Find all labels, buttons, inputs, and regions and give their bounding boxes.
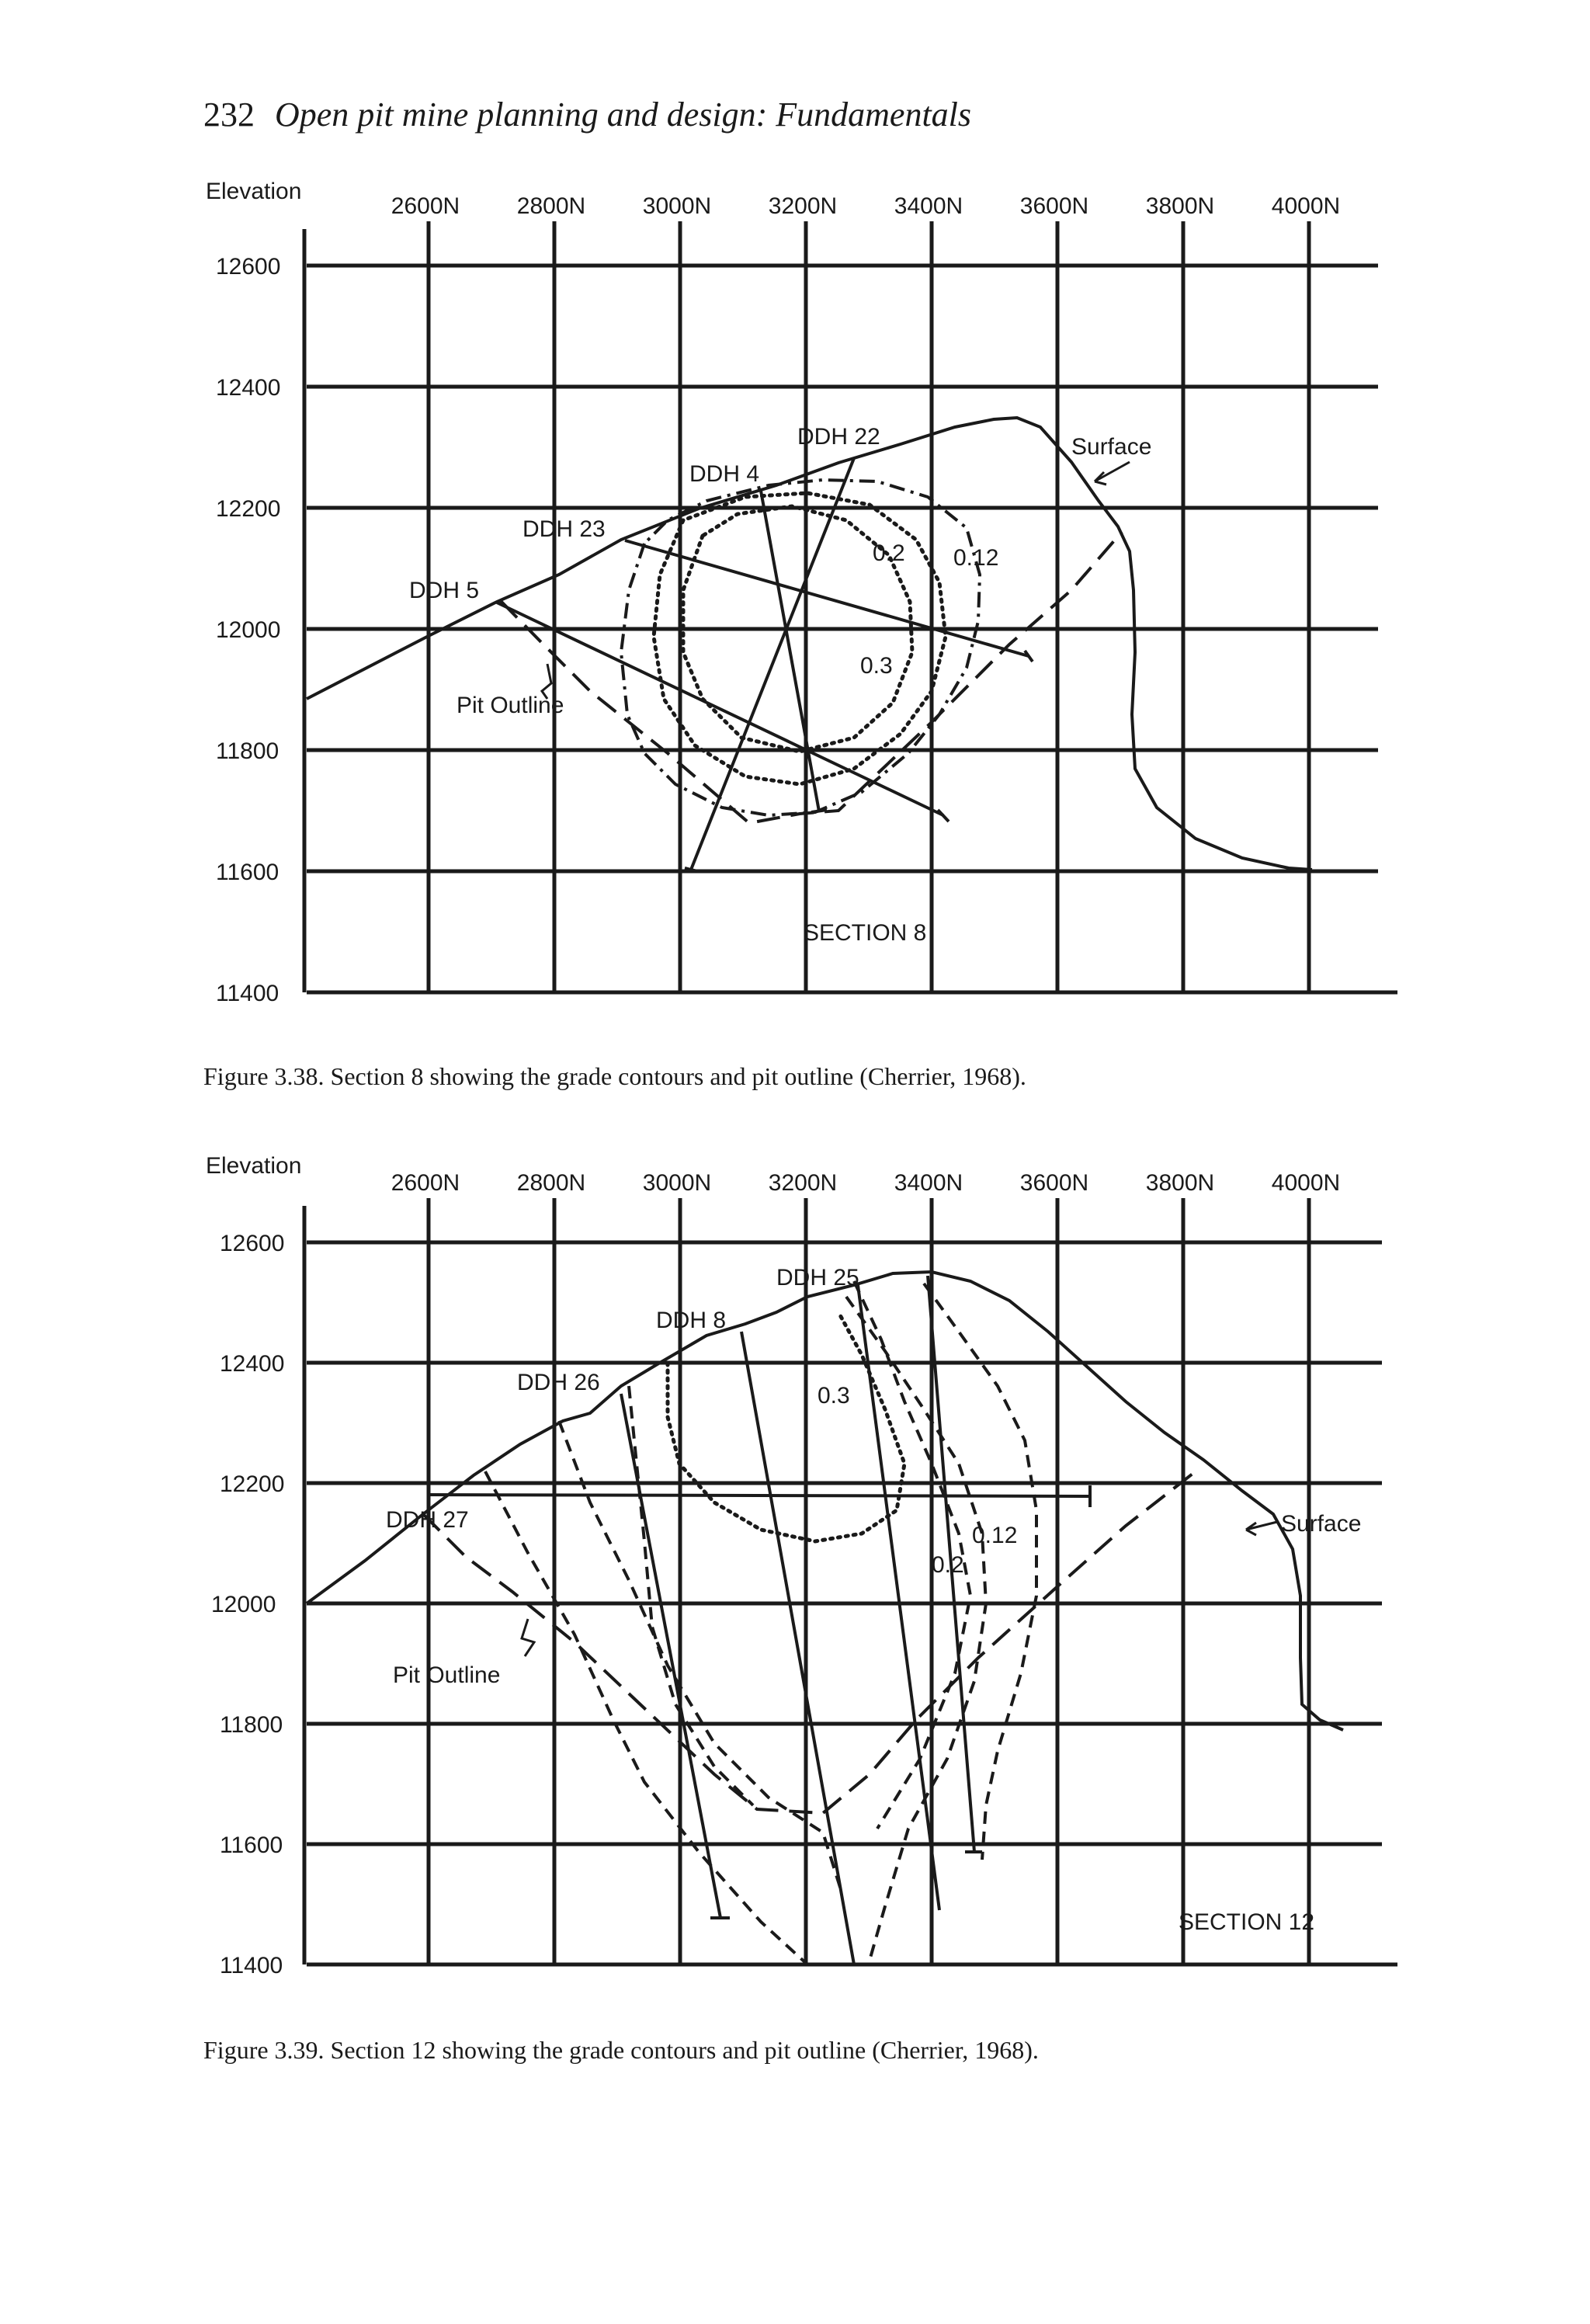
ddh-27-label: DDH 27 [386,1507,469,1533]
elevation-label: 11400 [220,1953,283,1978]
page-number: 232 [203,96,255,134]
ddh-5-label: DDH 5 [409,578,480,603]
contour-0.12-label: 0.12 [953,545,999,571]
diagram-labels [386,1265,1361,1935]
elevation-label: 11400 [216,981,279,1006]
section-8-diagram [0,155,1590,1025]
northing-label: 3800N [1145,1170,1215,1196]
elevation-label: 12600 [220,1231,285,1256]
grid [304,221,1397,992]
surface-leader [1095,462,1130,481]
section-12-diagram [0,1130,1590,1999]
contour-0.12 [621,480,980,815]
contour-0.3-label: 0.3 [818,1383,850,1409]
drillhole-ddh-4 [761,491,819,811]
ddh-23-label: DDH 23 [522,516,606,542]
contour-0.2-label: 0.2 [932,1552,964,1578]
northing-labels [391,1170,1340,1196]
ddh-26-label: DDH 26 [517,1370,600,1395]
elevation-label: 11800 [220,1712,283,1738]
elevation-labels [211,1231,284,1978]
elevation-label: 12000 [216,617,281,643]
contour-0.2-label: 0.2 [873,540,905,566]
northing-label: 2800N [516,1170,586,1196]
contour-0.12-label: 0.12 [972,1523,1018,1548]
contour-0.3-label: 0.3 [860,653,893,679]
drillhole-ddh-25-a [858,1285,939,1910]
surface-profile [307,418,1312,870]
northing-label: 2600N [391,193,460,219]
northing-label: 4000N [1271,193,1341,219]
northing-label: 3200N [768,193,838,219]
drillhole-ddh-27 [427,1495,1091,1496]
surface-label: Surface [1071,434,1152,460]
figure-caption-3.38: Figure 3.38. Section 8 showing the grade contours and pit outline (Cherrier, 1968). [203,1062,1026,1090]
northing-label: 3400N [894,193,963,219]
ddh-4-label: DDH 4 [689,461,760,487]
elevation-axis-label: Elevation [206,1153,302,1179]
drillhole-ddh-4-end [811,810,827,812]
pit-outline-leader [522,1619,534,1656]
ddh-25-label: DDH 25 [776,1265,859,1291]
northing-label: 2800N [516,193,586,219]
grid [304,1198,1397,1964]
book-subtitle: : Fundamentals [755,96,972,134]
elevation-label: 12200 [216,496,281,522]
northing-label: 3600N [1019,1170,1089,1196]
figure-section-12 [0,1130,1590,1999]
ddh-22-label: DDH 22 [797,424,880,450]
elevation-label: 12000 [211,1592,276,1617]
surface-label: Surface [1281,1511,1362,1537]
northing-label: 3000N [642,1170,712,1196]
elevation-label: 11600 [220,1832,283,1858]
figure-section-8 [0,155,1590,1025]
pit-outline-label: Pit Outline [457,693,564,718]
drillhole-ddh-5-end [938,810,949,822]
contour-0.2 [654,493,946,784]
drillhole-ddh-8 [741,1332,854,1964]
northing-label: 4000N [1271,1170,1341,1196]
contour-0.3 [668,1312,904,1541]
contour-west-outer [485,1471,807,1964]
elevation-label: 12200 [220,1471,285,1497]
pit-outline [423,1471,1196,1813]
ddh-8-label: DDH 8 [656,1308,727,1333]
section-label: SECTION 12 [1179,1909,1315,1935]
elevation-labels [216,254,280,1006]
contour-0.12-west [629,1386,753,1805]
elevation-label: 11800 [216,738,279,764]
diagram-labels [409,424,1151,946]
elevation-label: 12600 [216,254,281,280]
leader-arrows [542,462,1130,699]
northing-labels [391,193,1340,219]
northing-label: 3400N [894,1170,963,1196]
surface-profile [307,1272,1343,1730]
leader-arrows [522,1522,1277,1656]
section-label: SECTION 8 [804,920,927,946]
northing-label: 3000N [642,193,712,219]
northing-label: 2600N [391,1170,460,1196]
northing-label: 3200N [768,1170,838,1196]
elevation-label: 11600 [216,860,279,885]
drillhole-ddh-22 [691,458,854,870]
book-title: Open pit mine planning and design [275,96,756,134]
northing-label: 3600N [1019,193,1089,219]
figure-caption-3.39: Figure 3.39. Section 12 showing the grade contours and pit outline (Cherrier, 1968). [203,2036,1039,2064]
page-header [203,95,971,134]
elevation-axis-label: Elevation [206,179,302,204]
drillhole-ddh-26 [621,1394,720,1918]
northing-label: 3800N [1145,193,1215,219]
elevation-label: 12400 [216,375,281,401]
pit-outline-label: Pit Outline [393,1662,501,1688]
elevation-label: 12400 [220,1351,285,1377]
